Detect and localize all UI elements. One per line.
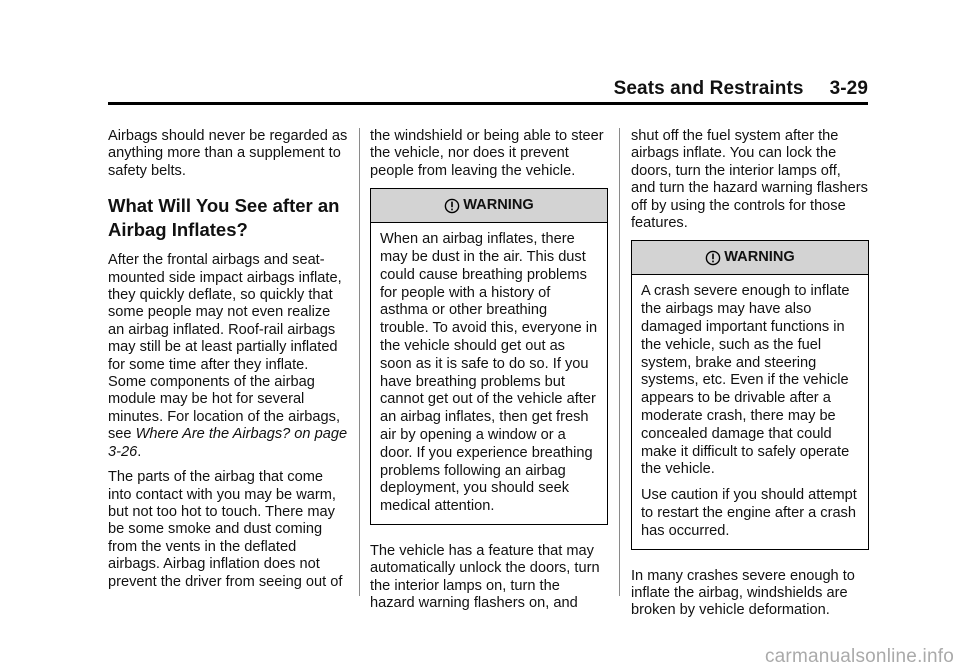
warning-text: Use caution if you should attempt to restart the engine after a crash has occurred. <box>641 487 857 539</box>
warning-title: WARNING <box>463 197 534 214</box>
warning-body <box>371 223 607 524</box>
column-1 <box>108 128 350 599</box>
paragraph: The vehicle has a feature that may automatically unlock the doors, turn the interior lamps on, turn the hazard warning flashers on, and <box>370 542 600 612</box>
section-title: Seats and Restraints <box>613 78 804 99</box>
paragraph: The parts of the airbag that come into contact with you may be warm, but not too hot to touch. There may be some smoke and dust coming from the vents in the deflated airbags. Airbag inflation does not prevent the driver from seeing out of <box>108 469 343 590</box>
section-heading: What Will You See after an Airbag Inflates? <box>108 195 340 241</box>
warning-body <box>632 275 868 548</box>
warning-text: When an airbag inflates, there may be dust in the air. This dust could cause breathing problems for people with a history of asthma or other breathing trouble. To avoid this, everyone in the vehicle should get out as soon as it is safe to do so. If you have breathing problems but cannot get out of the vehicle after an airbag inflates, then get fresh air by opening a window or a door. If you experience breathing problems following an airbag deployment, you should seek medical attention. <box>380 231 598 515</box>
warning-title: WARNING <box>724 249 795 266</box>
warning-header <box>371 189 607 223</box>
warning-text: A crash severe enough to inflate the airbags may have also damaged important functions in the vehicle, such as the fuel system, brake and steering systems, etc. Even if the vehicle appears to be drivable after a moderate crash, there may be concealed damage that could make it difficult to safely operate the vehicle. <box>641 283 850 478</box>
warning-header <box>632 241 868 275</box>
warning-icon <box>705 250 721 266</box>
page-header <box>108 78 868 100</box>
column-divider <box>359 128 360 596</box>
column-divider <box>619 128 620 596</box>
warning-box <box>631 240 869 549</box>
paragraph-end: . <box>137 443 142 460</box>
warning-box <box>370 188 608 525</box>
column-3 <box>631 128 869 628</box>
page-reference-link[interactable]: Where Are the Airbags? on page 3-26 <box>108 426 348 460</box>
intro-paragraph: Airbags should never be regarded as anything more than a supplement to safety belts. <box>108 128 348 179</box>
column-2 <box>370 128 608 621</box>
header-rule <box>108 102 868 105</box>
warning-icon <box>444 198 460 214</box>
paragraph: shut off the fuel system after the airbags inflate. You can lock the doors, turn the interior lamps off, and turn the hazard warning flashers off by using the controls for those features. <box>631 128 868 232</box>
paragraph: the windshield or being able to steer the vehicle, nor does it prevent people from leaving the vehicle. <box>370 128 604 179</box>
paragraph: In many crashes severe enough to inflate the airbag, windshields are broken by vehicle deformation. <box>631 567 855 619</box>
watermark: carmanualsonline.info <box>764 646 954 667</box>
page-number: 3-29 <box>829 78 868 99</box>
paragraph <box>108 252 350 461</box>
paragraph-text: After the frontal airbags and seat-mounted side impact airbags inflate, they quickly deflate, so quickly that some people may not even realize an airbag inflated. Roof-rail airbags may still be at least partially inflated for some time after they inflate. Some components of the airbag module may be hot for several minutes. For location of the airbags, see <box>108 252 342 443</box>
